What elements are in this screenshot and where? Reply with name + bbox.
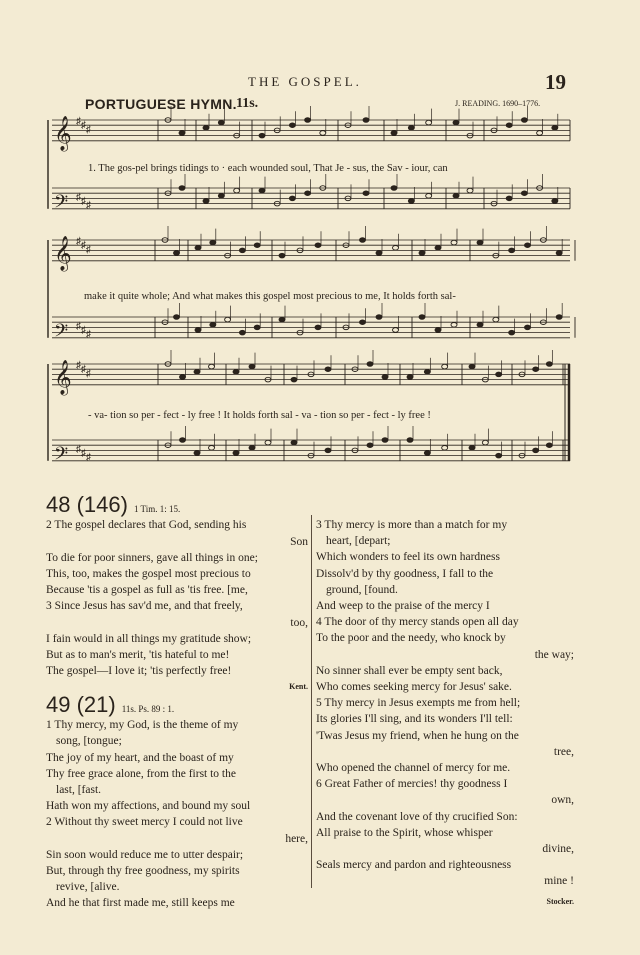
note-head	[407, 438, 413, 443]
note-head	[391, 131, 397, 136]
verse-line: Sin soon would reduce me to utter despair;	[46, 848, 244, 861]
note-head	[233, 370, 239, 375]
verse-line: tree,	[553, 745, 574, 758]
note-head	[451, 240, 457, 245]
sharp-sign: ♯	[86, 124, 91, 136]
note-head	[180, 438, 186, 443]
note-head	[315, 325, 321, 330]
tune-name: PORTUGUESE HYMN.	[85, 96, 237, 112]
note-head	[509, 248, 515, 253]
note-head	[265, 440, 271, 445]
note-head	[533, 448, 539, 453]
verse-line: But, through thy free goodness, my spirits	[46, 864, 240, 877]
verse-line: This, too, makes the gospel most precious to	[46, 568, 251, 581]
scripture-ref: 1 Tim. 1: 15.	[133, 504, 181, 515]
hymn-number: 49 (21)	[46, 691, 116, 717]
note-head	[496, 372, 502, 377]
note-head	[239, 330, 245, 335]
note-head	[254, 325, 260, 330]
note-head	[426, 120, 432, 125]
note-head	[424, 370, 430, 375]
verse-line: To the poor and the needy, who knock by	[316, 632, 506, 645]
verse-line: 4 The door of thy mercy stands open all day	[316, 616, 519, 629]
bass-clef: 𝄢	[54, 443, 69, 469]
note-head	[525, 243, 531, 248]
note-head	[320, 131, 326, 136]
sharp-sign: ♯	[81, 120, 86, 132]
note-head	[419, 315, 425, 320]
note-head	[556, 251, 562, 256]
verse-line: last, [fast.	[56, 783, 102, 796]
note-head	[435, 328, 441, 333]
tune-meter: 11s.	[236, 96, 259, 111]
verse-line: ground, [found.	[326, 583, 398, 596]
verse-line: the way;	[534, 648, 574, 661]
treble-clef: 𝄞	[54, 115, 72, 151]
note-head	[363, 191, 369, 196]
note-head	[315, 243, 321, 248]
note-head	[179, 186, 185, 191]
running-title: THE GOSPEL.	[248, 74, 362, 89]
verse-line: Its glories I'll sing, and its wonders I'll tell:	[316, 713, 513, 726]
sharp-sign: ♯	[81, 240, 86, 252]
right-column	[316, 517, 574, 910]
sharp-sign: ♯	[86, 244, 91, 256]
verse-line: Thy free grace alone, from the first to the	[46, 767, 236, 780]
sharp-sign: ♯	[86, 200, 91, 212]
verse-line: Son	[290, 535, 308, 548]
note-head	[367, 443, 373, 448]
scripture-ref: 11s. Ps. 89 : 1.	[121, 703, 175, 714]
note-head	[453, 120, 459, 125]
note-head	[289, 196, 295, 201]
sharp-sign: ♯	[81, 447, 86, 459]
hymn-number: 48 (146)	[46, 492, 128, 517]
sharp-sign: ♯	[81, 364, 86, 376]
verse-line: mine !	[544, 875, 574, 888]
note-head	[249, 446, 255, 451]
verse-line: To die for poor sinners, gave all things in one;	[46, 551, 258, 564]
verse-line: No sinner shall ever be empty sent back,	[316, 664, 503, 677]
lyric-line-2: make it quite whole; And what makes this gospel most precious to me, It holds forth sal-	[84, 291, 456, 302]
hymn-48-author: Kent.	[289, 682, 308, 692]
note-head	[254, 243, 260, 248]
composer-credit: J. READING. 1690–1776.	[455, 99, 541, 108]
bass-clef: 𝄢	[54, 320, 69, 346]
note-head	[506, 196, 512, 201]
verse-line: Dissolv'd by thy goodness, I fall to the	[316, 567, 494, 580]
note-head	[225, 317, 231, 322]
note-head	[233, 451, 239, 456]
verse-line: And weep to the praise of the mercy I	[316, 600, 490, 613]
note-head	[419, 251, 425, 256]
note-head	[325, 367, 331, 372]
note-head	[533, 367, 539, 372]
note-head	[552, 126, 558, 131]
sharp-sign: ♯	[76, 443, 81, 455]
hymn-48-continued-verses	[316, 517, 574, 890]
note-head	[179, 131, 185, 136]
note-head	[218, 120, 224, 125]
note-head	[360, 238, 366, 243]
note-head	[239, 248, 245, 253]
note-head	[218, 194, 224, 199]
note-head	[210, 323, 216, 328]
verse-line: revive, [alive.	[56, 881, 120, 894]
verse-line: All praise to the Spirit, whose whisper	[316, 826, 493, 839]
note-head	[174, 315, 180, 320]
verse-line: Because 'tis a gospel as full as 'tis free. [me,	[46, 584, 248, 597]
hymn-49-author: Stocker.	[546, 896, 574, 906]
verse-line: 2 The gospel declares that God, sending his	[46, 519, 247, 532]
verse-line: But as to man's merit, 'tis hateful to me!	[46, 649, 230, 662]
note-head	[525, 325, 531, 330]
verse-line: The joy of my heart, and the boast of my	[46, 751, 234, 764]
note-head	[546, 443, 552, 448]
hymn-49-verses	[46, 717, 308, 911]
note-head	[325, 448, 331, 453]
note-head	[382, 375, 388, 380]
sharp-sign: ♯	[86, 329, 91, 341]
note-head	[209, 446, 215, 451]
left-column	[46, 494, 308, 912]
note-head	[408, 126, 414, 131]
verse-line: The gospel—I love it; 'tis perfectly free!	[46, 665, 232, 678]
verse-line: 'Twas Jesus my friend, when he hung on the	[316, 729, 519, 742]
note-head	[424, 451, 430, 456]
note-head	[521, 191, 527, 196]
lyric-line-1: 1. The gos-pel brings tidings to · each wounded soul, That Je - sus, the Sav - iour, can	[88, 163, 448, 174]
note-head	[174, 251, 180, 256]
note-head	[194, 370, 200, 375]
note-head	[249, 364, 255, 369]
note-head	[376, 315, 382, 320]
hymn-48-verses	[46, 517, 308, 679]
note-head	[291, 440, 297, 445]
sharp-sign: ♯	[76, 191, 81, 203]
note-head	[305, 118, 311, 123]
verse-line: Seals mercy and pardon and righteousness	[316, 859, 512, 872]
note-head	[279, 317, 285, 322]
note-head	[496, 453, 502, 458]
sharp-sign: ♯	[86, 452, 91, 464]
note-head	[210, 240, 216, 245]
sharp-sign: ♯	[76, 116, 81, 127]
verse-line: 1 Thy mercy, my God, is the theme of my	[46, 719, 239, 732]
verse-line: divine,	[542, 843, 574, 856]
note-head	[537, 131, 543, 136]
note-head	[209, 364, 215, 369]
verse-line: Which wonders to feel its own hardness	[316, 551, 500, 564]
note-head	[234, 188, 240, 193]
verse-line: Who opened the channel of mercy for me.	[316, 762, 511, 775]
verse-line: Hath won my affections, and bound my soul	[46, 800, 251, 813]
column-divider	[311, 515, 312, 888]
verse-line: And the covenant love of thy crucified Son:	[316, 810, 518, 823]
note-head	[426, 194, 432, 199]
note-head	[203, 199, 209, 204]
note-head	[195, 246, 201, 251]
note-head	[194, 451, 200, 456]
lyric-line-3: - va- tion so per - fect - ly free ! It holds forth sal - va - tion so per - fect - ly free !	[88, 410, 431, 421]
note-head	[546, 362, 552, 367]
sharp-sign: ♯	[81, 195, 86, 207]
verse-line: here,	[285, 832, 308, 845]
note-head	[451, 323, 457, 328]
note-head	[259, 188, 265, 193]
bass-clef: 𝄢	[54, 191, 69, 217]
hymn-49-heading	[46, 691, 308, 717]
sharp-sign: ♯	[81, 324, 86, 336]
note-head	[382, 438, 388, 443]
sharp-sign: ♯	[76, 236, 81, 247]
sharp-sign: ♯	[76, 360, 81, 371]
note-head	[305, 191, 311, 196]
note-head	[469, 446, 475, 451]
note-head	[442, 364, 448, 369]
note-head	[407, 375, 413, 380]
verse-line: 3 Thy mercy is more than a match for my	[316, 519, 508, 531]
note-head	[363, 118, 369, 123]
note-head	[477, 323, 483, 328]
note-head	[435, 246, 441, 251]
verse-line: I fain would in all things my gratitude show;	[46, 632, 252, 645]
sharp-sign: ♯	[86, 368, 91, 380]
note-head	[360, 320, 366, 325]
verse-line: 6 Great Father of mercies! thy goodness I	[316, 778, 508, 791]
note-head	[467, 188, 473, 193]
treble-clef: 𝄞	[54, 235, 72, 271]
note-head	[482, 440, 488, 445]
note-head	[195, 328, 201, 333]
note-head	[521, 118, 527, 123]
note-head	[291, 377, 297, 382]
page-number: 19	[545, 70, 566, 94]
verse-line: too,	[290, 616, 308, 629]
treble-clef: 𝄞	[54, 359, 72, 395]
note-head	[279, 253, 285, 258]
verse-line: Who comes seeking mercy for Jesus' sake.	[316, 681, 512, 694]
note-head	[393, 328, 399, 333]
note-head	[376, 251, 382, 256]
note-head	[556, 315, 562, 320]
note-head	[408, 199, 414, 204]
note-head	[391, 186, 397, 191]
note-head	[552, 199, 558, 204]
note-head	[180, 375, 186, 380]
verse-line: song, [tongue;	[56, 735, 122, 748]
note-head	[289, 123, 295, 128]
note-head	[203, 126, 209, 131]
note-head	[453, 194, 459, 199]
verse-line: And he that first made me, still keeps me	[46, 897, 235, 910]
verse-line: 3 Since Jesus has sav'd me, and that freely,	[46, 600, 243, 613]
note-head	[493, 317, 499, 322]
verse-line: 5 Thy mercy in Jesus exempts me from hell;	[316, 697, 521, 710]
verse-line: heart, [depart;	[326, 535, 391, 548]
hymn-48-heading	[46, 494, 308, 517]
verse-line: 2 Without thy sweet mercy I could not live	[46, 816, 243, 829]
note-head	[506, 123, 512, 128]
note-head	[469, 364, 475, 369]
sharp-sign: ♯	[76, 320, 81, 332]
note-head	[442, 446, 448, 451]
note-head	[393, 246, 399, 251]
note-head	[477, 240, 483, 245]
note-head	[367, 362, 373, 367]
note-head	[509, 330, 515, 335]
note-head	[259, 133, 265, 138]
verse-line: own,	[551, 794, 574, 807]
